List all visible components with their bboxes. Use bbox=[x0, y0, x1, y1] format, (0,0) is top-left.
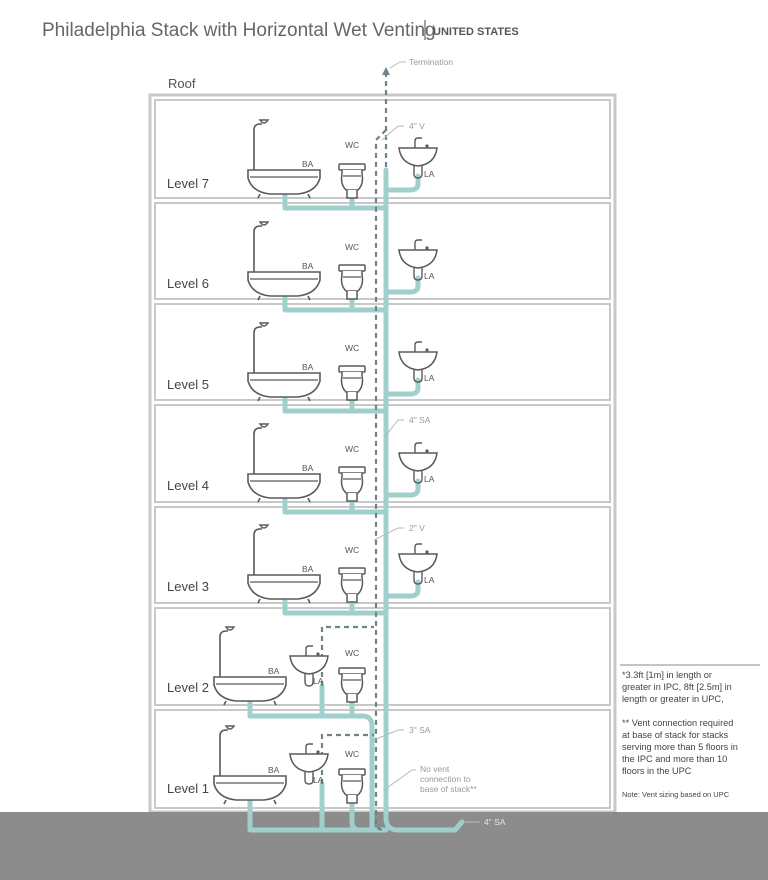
region-label: UNITED STATES bbox=[433, 26, 519, 38]
la-label: LA bbox=[424, 575, 435, 585]
callout-stack-3in: 3" SA bbox=[409, 725, 431, 735]
la-label: LA bbox=[424, 271, 435, 281]
note-2-line: serving more than 5 floors in bbox=[622, 742, 738, 752]
level-label-4: Level 4 bbox=[167, 478, 209, 493]
note-2-line: floors in the UPC bbox=[622, 766, 692, 776]
wc-label: WC bbox=[345, 749, 360, 759]
ba-label: BA bbox=[302, 261, 314, 271]
callout-no-vent-1: No vent bbox=[420, 764, 450, 774]
ba-label: BA bbox=[268, 666, 280, 676]
callout-vent-2in: 2" V bbox=[409, 523, 425, 533]
wc-label: WC bbox=[345, 343, 360, 353]
la-label: LA bbox=[424, 169, 435, 179]
termination-arrow bbox=[382, 67, 390, 75]
ba-label: BA bbox=[302, 362, 314, 372]
la-label: LA bbox=[424, 373, 435, 383]
note-2-line: ** Vent connection required bbox=[622, 718, 734, 728]
ba-label: BA bbox=[302, 463, 314, 473]
level-label-2: Level 2 bbox=[167, 680, 209, 695]
note-2-line: at base of stack for stacks bbox=[622, 730, 729, 740]
note-1-line: length or greater in UPC, bbox=[622, 694, 724, 704]
ba-label: BA bbox=[302, 564, 314, 574]
la-label: LA bbox=[424, 474, 435, 484]
callout-no-vent-3: base of stack** bbox=[420, 784, 477, 794]
roof-label: Roof bbox=[168, 76, 196, 91]
level-label-3: Level 3 bbox=[167, 579, 209, 594]
ba-label: BA bbox=[268, 765, 280, 775]
wc-label: WC bbox=[345, 444, 360, 454]
wc-label: WC bbox=[345, 545, 360, 555]
la-label: LA bbox=[313, 676, 324, 686]
callout-termination: Termination bbox=[409, 57, 453, 67]
ba-label: BA bbox=[302, 159, 314, 169]
level-label-7: Level 7 bbox=[167, 176, 209, 191]
level-label-6: Level 6 bbox=[167, 276, 209, 291]
notes bbox=[622, 670, 738, 799]
level-label-5: Level 5 bbox=[167, 377, 209, 392]
callout-vent-4in: 4" V bbox=[409, 121, 425, 131]
wc-label: WC bbox=[345, 140, 360, 150]
callout-stack-4in: 4" SA bbox=[409, 415, 431, 425]
note-3: Note: Vent sizing based on UPC bbox=[622, 790, 730, 799]
note-1-line: *3.3ft [1m] in length or bbox=[622, 670, 712, 680]
level-label-1: Level 1 bbox=[167, 781, 209, 796]
callout-no-vent-2: connection to bbox=[420, 774, 471, 784]
callout-sewer-4in: 4" SA bbox=[484, 817, 506, 827]
la-label: LA bbox=[313, 775, 324, 785]
note-2-line: the IPC and more than 10 bbox=[622, 754, 728, 764]
note-1-line: greater in IPC, 8ft [2.5m] in bbox=[622, 682, 732, 692]
page-title: Philadelphia Stack with Horizontal Wet Venting bbox=[42, 20, 436, 41]
wc-label: WC bbox=[345, 242, 360, 252]
wc-label: WC bbox=[345, 648, 360, 658]
